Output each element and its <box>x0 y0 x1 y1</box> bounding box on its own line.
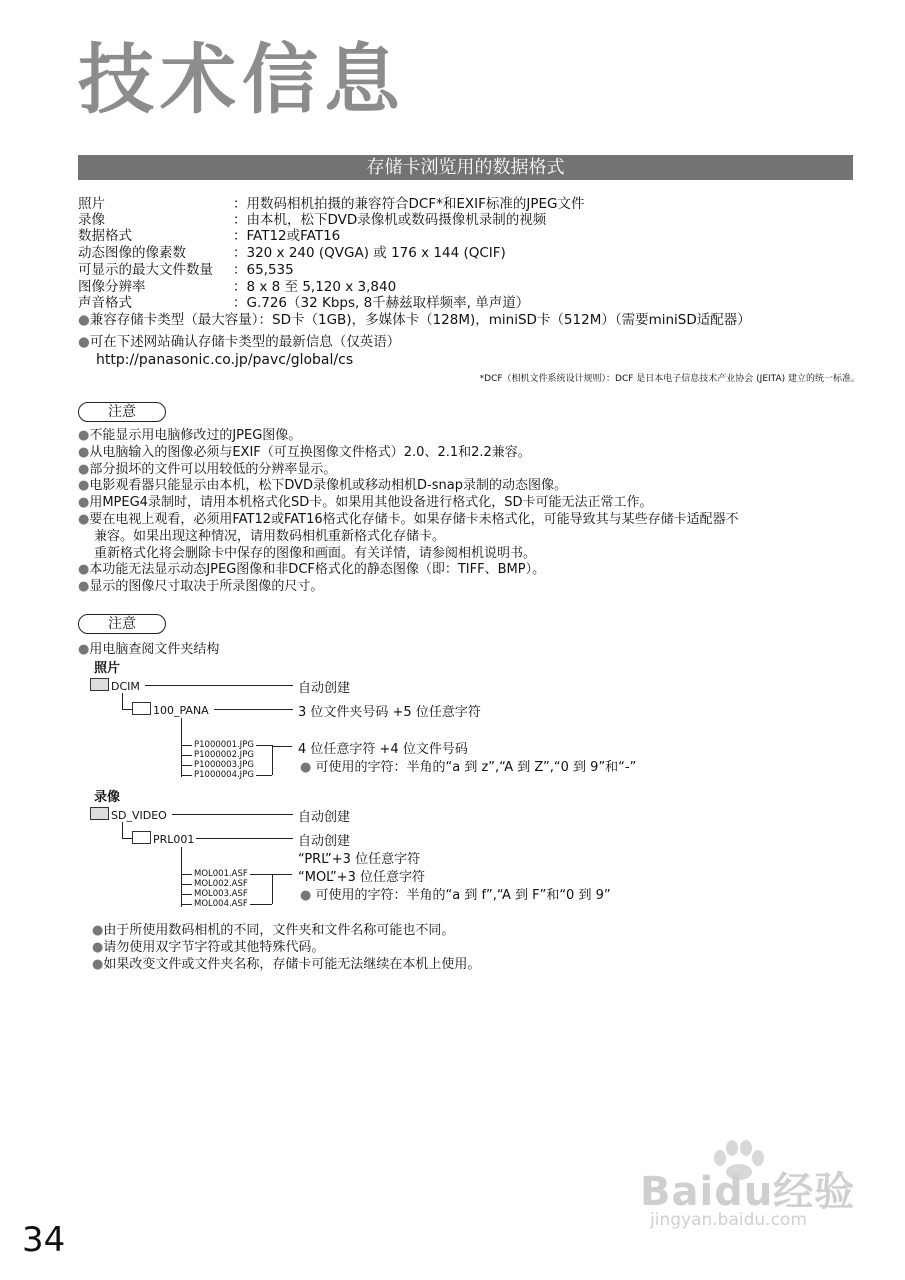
pana-desc: 3 位文件夹号码 +5 位任意字符 <box>298 705 481 720</box>
list-item: ●电影观看器只能显示由本机，松下DVD录像机或移动相机D-snap录制的动态图像。 <box>78 478 567 494</box>
bullet-icon: ● <box>78 579 90 595</box>
bullet-icon: ● <box>78 428 90 443</box>
spec-label: 图像分辨率 <box>78 279 146 295</box>
list-item: ●不能显示用电脑修改过的JPEG图像。 <box>78 428 302 443</box>
note-label: 注意 <box>78 614 166 634</box>
folder-icon <box>90 807 109 820</box>
spec-label: 数据格式 <box>78 228 132 244</box>
bullet-icon: ● <box>78 478 90 494</box>
list-item: P1000004.JPG <box>194 770 254 780</box>
bullet-icon: ● <box>78 312 90 328</box>
bullet-icon: ● <box>300 888 316 903</box>
spec-value: ：用数码相机拍摄的兼容符合DCF*和EXIF标准的JPEG文件 <box>233 196 585 212</box>
bullet-icon: ● <box>300 760 316 775</box>
folder-icon <box>90 678 109 691</box>
spec-value: ：8 x 8 至 5,120 x 3,840 <box>233 279 397 295</box>
dcf-footnote: *DCF（相机文件系统设计规则）：DCF 是日本电子信息技术产业协会 (JEITA) 建立的统一标准。 <box>479 374 860 384</box>
photo-heading: 照片 <box>94 661 121 676</box>
folder-sd-video: SD_VIDEO <box>90 807 167 822</box>
photo-file-list <box>194 740 254 780</box>
list-item: ●由于所使用数码相机的不同，文件夹和文件名称可能也不同。 <box>92 923 455 938</box>
video-files-note: ● 可使用的字符：半角的“a 到 f”,“A 到 F”和“0 到 9” <box>300 888 611 903</box>
spec-value: ：FAT12或FAT16 <box>233 228 341 244</box>
video-heading: 录像 <box>94 790 121 805</box>
spec-row <box>78 245 838 261</box>
folder-icon <box>132 831 151 844</box>
spec-row <box>78 212 838 228</box>
spec-label: 录像 <box>78 212 105 228</box>
folder-icon <box>132 702 151 715</box>
photo-files-desc: 4 位任意字符 +4 位文件号码 <box>298 742 468 757</box>
section-bar: 存储卡浏览用的数据格式 <box>78 155 853 180</box>
list-item: MOL003.ASF <box>194 889 248 899</box>
spec-label: 动态图像的像素数 <box>78 245 186 261</box>
spec-value: ：320 x 240 (QVGA) 或 176 x 144 (QCIF) <box>233 245 506 261</box>
bullet-icon: ● <box>78 334 90 350</box>
video-files-desc: “MOL”+3 位任意字符 <box>298 870 426 885</box>
list-item: ●用MPEG4录制时，请用本机格式化SD卡。如果用其他设备进行格式化，SD卡可能无法正常工作。 <box>78 495 653 511</box>
bullet-icon: ● <box>78 562 90 578</box>
bullet-icon: ● <box>92 923 104 938</box>
page-number: 34 <box>22 1220 66 1260</box>
watermark-url: jingyan.baidu.com <box>650 1210 807 1230</box>
spec-label: 声音格式 <box>78 295 132 311</box>
spec-row <box>78 262 838 278</box>
bullet-icon: ● <box>78 444 90 460</box>
list-item: ●要在电视上观看，必须用FAT12或FAT16格式化存储卡。如果存储卡未格式化，可能导致其与某些存储卡适配器不 <box>78 511 739 527</box>
spec-row <box>78 295 838 311</box>
list-item: ●本功能无法显示动态JPEG图像和非DCF格式化的静态图像（即：TIFF、BMP）。 <box>78 562 546 578</box>
notes1-list <box>78 428 739 596</box>
list-item-continued: 重新格式化将会删除卡中保存的图像和画面。有关详情，请参阅相机说明书。 <box>94 545 537 561</box>
list-item: ●请勿使用双字节字符或其他特殊代码。 <box>92 940 325 955</box>
spec-label: 照片 <box>78 196 105 212</box>
prl-desc: 自动创建 <box>298 834 351 849</box>
bullet-icon: ● <box>78 642 90 657</box>
website-url[interactable]: http://panasonic.co.jp/pavc/global/cs <box>96 352 354 368</box>
dcim-desc: 自动创建 <box>298 681 351 696</box>
list-item: ●如果改变文件或文件夹名称，存储卡可能无法继续在本机上使用。 <box>92 957 481 972</box>
bullet-icon: ● <box>78 461 90 477</box>
list-item: P1000003.JPG <box>194 760 254 770</box>
spec-value: ：65,535 <box>233 262 294 278</box>
spec-value: ：由本机，松下DVD录像机或数码摄像机录制的视频 <box>233 212 547 228</box>
bullet-icon: ● <box>92 957 104 972</box>
list-item: MOL004.ASF <box>194 899 248 909</box>
spec-value: ：G.726（32 Kbps, 8千赫兹取样频率, 单声道） <box>233 295 530 311</box>
bullet-icon: ● <box>78 511 90 527</box>
note-label: 注意 <box>78 402 166 422</box>
video-file-list <box>194 869 248 909</box>
list-item: MOL001.ASF <box>194 869 248 879</box>
bullet-icon: ● <box>78 495 90 511</box>
list-item: P1000002.JPG <box>194 750 254 760</box>
website-line: ●可在下述网站确认存储卡类型的最新信息（仅英语） <box>78 334 401 350</box>
prl-desc-2: “PRL”+3 位任意字符 <box>298 852 421 867</box>
list-item: ●显示的图像尺寸取决于所录图像的尺寸。 <box>78 579 324 595</box>
page-title: 技术信息 <box>78 35 406 124</box>
spec-row <box>78 196 838 212</box>
bullet-icon: ● <box>92 940 104 955</box>
folder-prl001: PRL001 <box>132 831 194 846</box>
folder-dcim: DCIM <box>90 678 140 693</box>
compat-line: ●兼容存储卡类型（最大容量）：SD卡（1GB)，多媒体卡（128M)，miniSD卡（512M）（需要miniSD适配器） <box>78 312 751 328</box>
watermark-brand: Baidu经验 <box>640 1169 856 1215</box>
list-item: ●从电脑输入的图像必须与EXIF（可互换图像文件格式）2.0、2.1和2.2兼容。 <box>78 444 531 460</box>
list-item: P1000001.JPG <box>194 740 254 750</box>
list-item: ●部分损坏的文件可以用较低的分辨率显示。 <box>78 461 337 477</box>
list-item: MOL002.ASF <box>194 879 248 889</box>
list-item-continued: 兼容。如果出现这种情况，请用数码相机重新格式化存储卡。 <box>94 528 446 544</box>
spec-row <box>78 279 838 295</box>
footer-notes <box>92 922 480 973</box>
sd-video-desc: 自动创建 <box>298 810 351 825</box>
notes2-intro: ●用电脑查阅文件夹结构 <box>78 642 220 657</box>
spec-label: 可显示的最大文件数量 <box>78 262 213 278</box>
folder-100-pana: 100_PANA <box>132 702 209 717</box>
spec-row <box>78 228 838 244</box>
photo-files-note: ● 可使用的字符：半角的“a 到 z”,“A 到 Z”,“0 到 9”和“-” <box>300 760 637 775</box>
